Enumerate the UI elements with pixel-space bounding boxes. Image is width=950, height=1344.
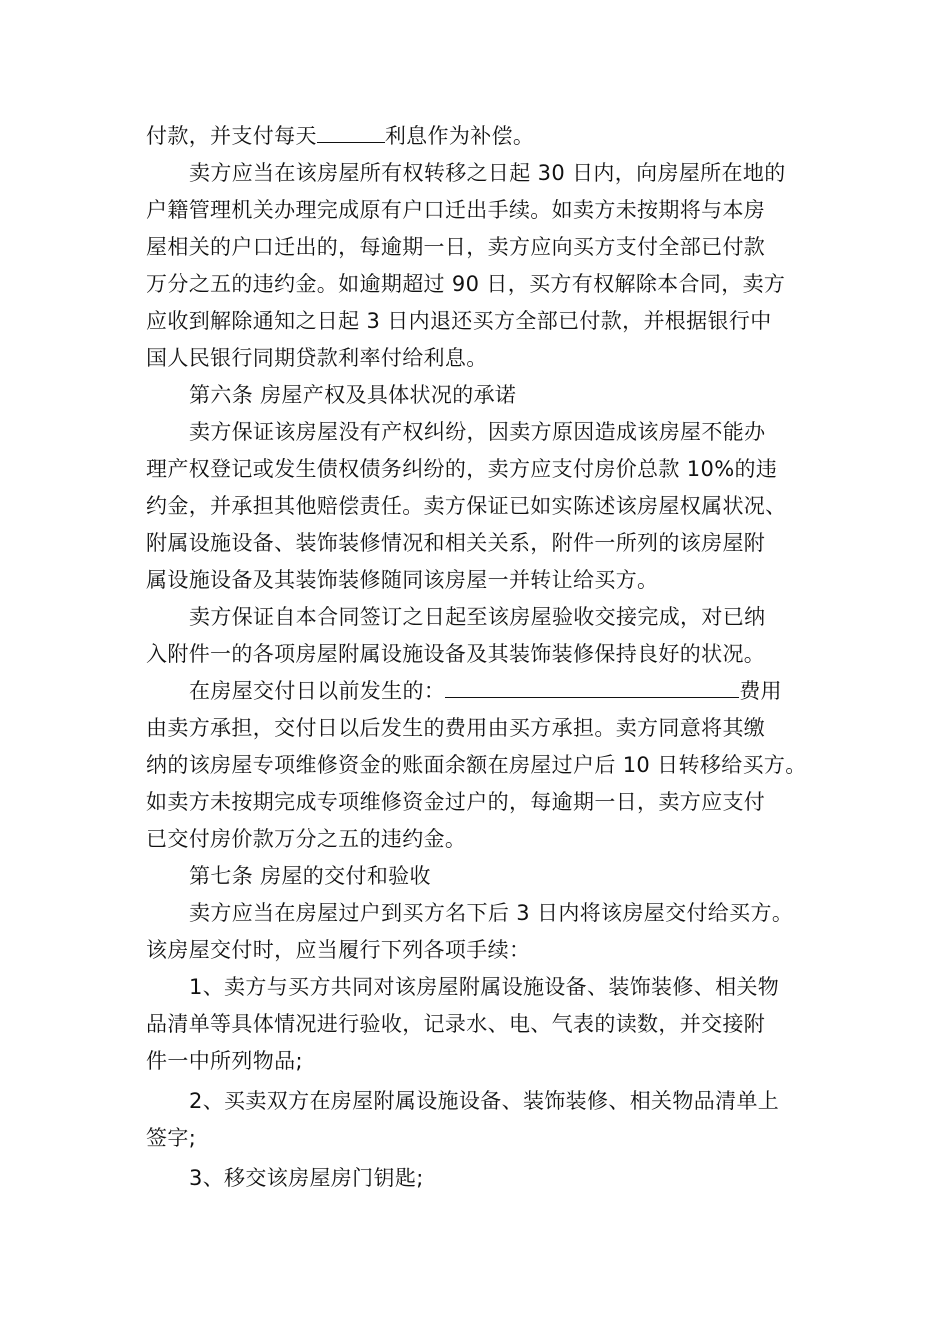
list-item-line: 2、买卖双方在房屋附属设施设备、装饰装修、相关物品清单上 [189,1089,780,1113]
paragraph-line: 应收到解除通知之日起 3 日内退还买方全部已付款，并根据银行中 [146,309,772,333]
paragraph-line: 理产权登记或发生债权债务纠纷的，卖方应支付房价总款 10%的违 [146,457,778,481]
paragraph-line [146,121,534,151]
list-item-line: 品清单等具体情况进行验收，记录水、电、气表的读数，并交接附 [146,1012,766,1036]
list-item-line: 1、卖方与买方共同对该房屋附属设施设备、装饰装修、相关物 [189,975,780,999]
paragraph-line: 该房屋交付时，应当履行下列各项手续： [146,938,531,962]
fill-in-blank [445,677,739,698]
line-text: 费用 [739,679,782,703]
paragraph-line: 卖方应当在房屋过户到买方名下后 3 日内将该房屋交付给买方。 [189,901,794,925]
paragraph-line: 卖方应当在该房屋所有权转移之日起 30 日内，向房屋所在地的 [189,161,786,185]
paragraph-line: 入附件一的各项房屋附属设施设备及其装饰装修保持良好的状况。 [146,642,766,666]
paragraph-line: 卖方保证自本合同签订之日起至该房屋验收交接完成，对已纳 [189,605,766,629]
paragraph-line: 约金，并承担其他赔偿责任。卖方保证已如实陈述该房屋权属状况、 [146,494,787,518]
fill-in-blank [317,122,385,143]
paragraph-line: 已交付房价款万分之五的违约金。 [146,827,467,851]
section-heading: 第六条 房屋产权及具体状况的承诺 [189,383,517,407]
paragraph-line: 附属设施设备、装饰装修情况和相关关系，附件一所列的该房屋附 [146,531,766,555]
list-item-line: 签字; [146,1126,197,1150]
paragraph-line: 国人民银行同期贷款利率付给利息。 [146,346,488,370]
paragraph-line: 属设施设备及其装饰装修随同该房屋一并转让给买方。 [146,568,659,592]
list-item-line: 3、移交该房屋房门钥匙; [189,1166,424,1190]
list-item-line: 件一中所列物品; [146,1049,303,1073]
line-text: 付款，并支付每天 [146,124,317,148]
paragraph-line: 户籍管理机关办理完成原有户口迁出手续。如卖方未按期将与本房 [146,198,766,222]
paragraph-line [189,676,782,706]
paragraph-line: 卖方保证该房屋没有产权纠纷，因卖方原因造成该房屋不能办 [189,420,766,444]
paragraph-line: 如卖方未按期完成专项维修资金过户的，每逾期一日，卖方应支付 [146,790,766,814]
paragraph-line: 纳的该房屋专项维修资金的账面余额在房屋过户后 10 日转移给买方。 [146,753,807,777]
paragraph-line: 由卖方承担，交付日以后发生的费用由买方承担。卖方同意将其缴 [146,716,766,740]
section-heading: 第七条 房屋的交付和验收 [189,864,431,888]
line-text: 在房屋交付日以前发生的： [189,679,446,703]
paragraph-line: 万分之五的违约金。如逾期超过 90 日，买方有权解除本合同，卖方 [146,272,786,296]
paragraph-line: 屋相关的户口迁出的，每逾期一日，卖方应向买方支付全部已付款 [146,235,766,259]
line-text: 利息作为补偿。 [384,124,535,148]
